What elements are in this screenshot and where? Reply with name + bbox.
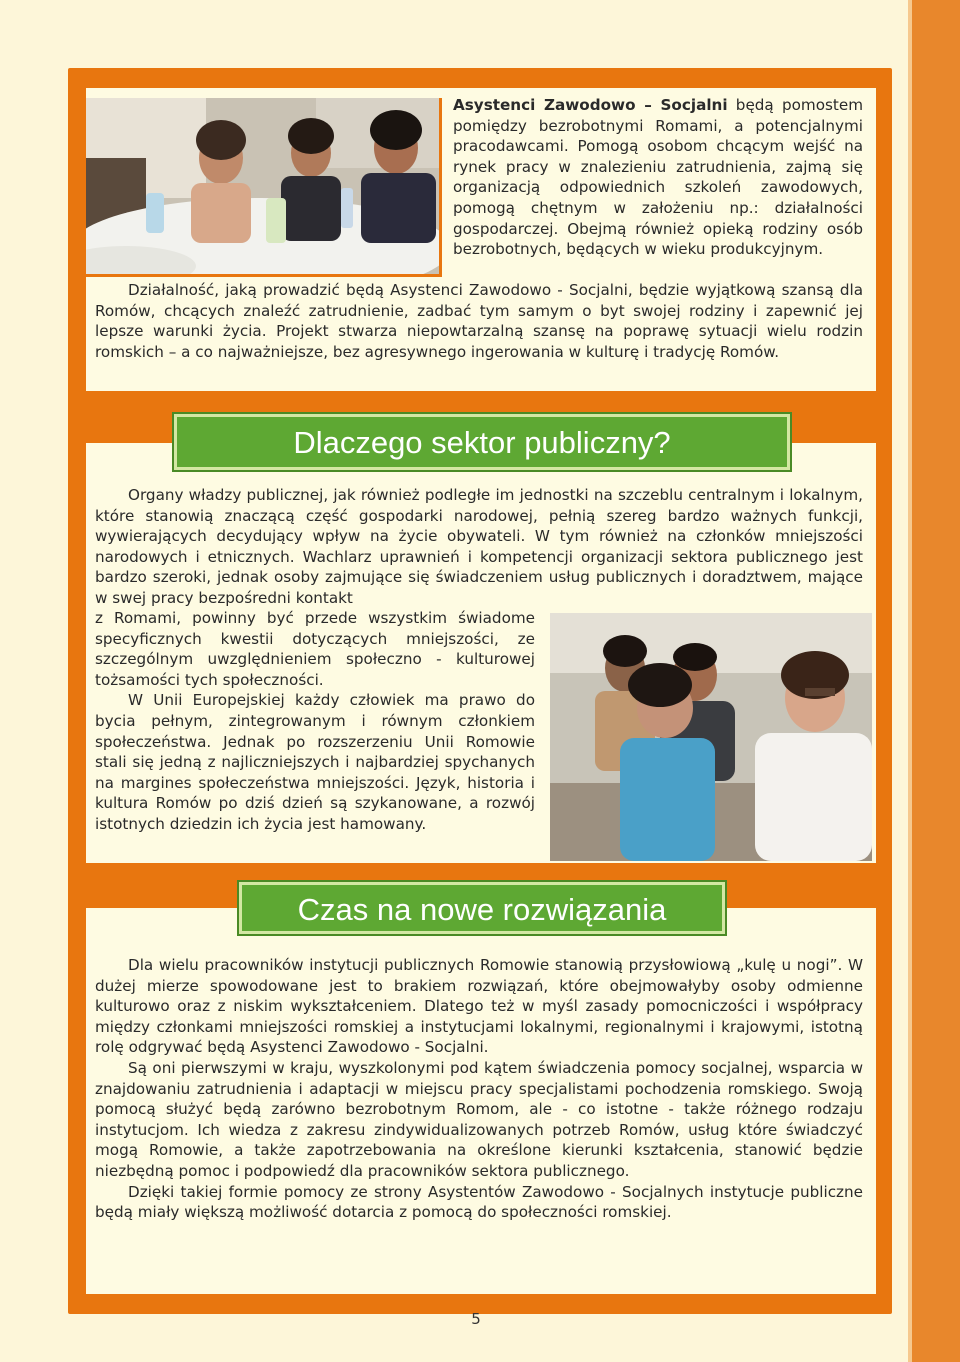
intro-bold: Asystenci Zawodowo – Socjalni [453,96,728,114]
section1-paragraph2 [95,280,863,362]
photo-seated-group [550,613,872,861]
page-edge-stripe [908,0,960,1362]
section2-continued [95,608,535,835]
section3-text [95,955,863,1223]
paragraph: Dzięki takiej formie pomocy ze strony Asystentów Zawodowo - Socjalnych instytucje publiczne będą miały większą możliwość dotarcia z pomocą do społeczności romskiej. [95,1182,863,1222]
paragraph: Organy władzy publicznej, jak również podległe im jednostki na szczeblu centralnym i lokalnym, które stanowią znaczącą część gospodarki narodowej, pełnią szereg bardzo ważnych funkcji, wywierających decydujący wpływ na życie obywateli. W tym również na członków mniejszości narodowych i etnicznych. Wachlarz uprawnień i kompetencji organizacji sektora publicznego jest bardzo szeroki, jednak osoby zajmujące się świadczeniem usług publicznych i doradztwem, mające w swej pracy bezpośredni kontakt [95,486,863,607]
paragraph: Dla wielu pracowników instytucji publicznych Romowie stanowią przysłowiową „kulę u nogi”. W dużej mierze spowodowane jest to brakiem rozwiązań, które obejmowałyby osoby odmienne kulturowo oraz z niskim wykształceniem. Dlatego też w myśl zasady pomocniczości i współpracy między członkami mniejszości romskiej a instytucjami lokalnymi, regionalnymi i krajowymi, istotną rolę odgrywać będą Asystenci Zawodowo - Socjalni. [95,956,863,1057]
section2-paragraph1 [95,485,863,609]
paragraph: Działalność, jaką prowadzić będą Asystenci Zawodowo - Socjalni, będzie wyjątkową szansą dla Romów, chcących znaleźć zatrudnienie, zadbać tym samym o byt swojej rodziny i zapewnić jej lepsze warunki życia. Projekt stwarza niepowtarzalną szansę na poprawę sytuacji wielu rodzin romskich – a co najważniejsze, bez agresywnego ingerowania w kulturę i tradycję Romów. [95,281,863,361]
intro-rest: będą pomostem pomiędzy bezrobotnymi Romami, a potencjalnymi pracodawcami. Pomogą osobom chcącym wejść na rynek pracy w znalezieniu zatrudnienia, zajmą się organizacją odpowiednich szkoleń zawodowych, pomogą chętnym w założeniu np.: działalności gospodarczej. Obejmą również opieką rodziny osób bezrobotnych, będących w wieku produkcyjnym. [453,96,863,259]
section-heading-public-sector [174,414,790,470]
photo-women-at-table [86,98,442,277]
heading-text: Dlaczego sektor publiczny? [293,425,671,460]
paragraph: W Unii Europejskiej każdy człowiek ma prawo do bycia pełnym, zintegrowanym i równym członkiem społeczeństwa. Jednak po rozszerzeniu Unii Romowie stali się jedną z najliczniejszych i najbardziej spychanych na margines społeczeństwa mniejszości. Język, historia i kultura Romów po dziś dzień są szykanowane, a rozwój istotnych dziedzin ich życia jest hamowany. [95,691,535,833]
intro-text [453,95,863,260]
paragraph: Są oni pierwszymi w kraju, wyszkolonymi pod kątem świadczenia pomocy socjalnej, wsparcia w znajdowaniu zatrudnienia i adaptacji w miejscu pracy specjalistami pochodzenia romskiego. Swoją pomocą służyć będą zarówno bezrobotnym Romom, ale - co istotne - także różnego rodzaju instytucjom. Ich wiedza z zakresu zindywidualizowanych potrzeb Romów, usług które świadczyć mogą Romowie, a także zapotrzebowania na określone kierunki kształcenia, stanowić będzie niezbędną pomoc i podpowiedź dla pracowników sektora publicznego. [95,1058,863,1180]
page-number: 5 [471,1310,481,1328]
paragraph: z Romami, powinny być przede wszystkim świadome specyficznych kwestii dotyczących mniejszości, ze szczególnym uwzględnieniem społeczno - kulturowej tożsamości tych społeczności. [95,609,535,689]
heading-text: Czas na nowe rozwiązania [297,892,667,927]
section-heading-new-solutions [239,882,725,934]
